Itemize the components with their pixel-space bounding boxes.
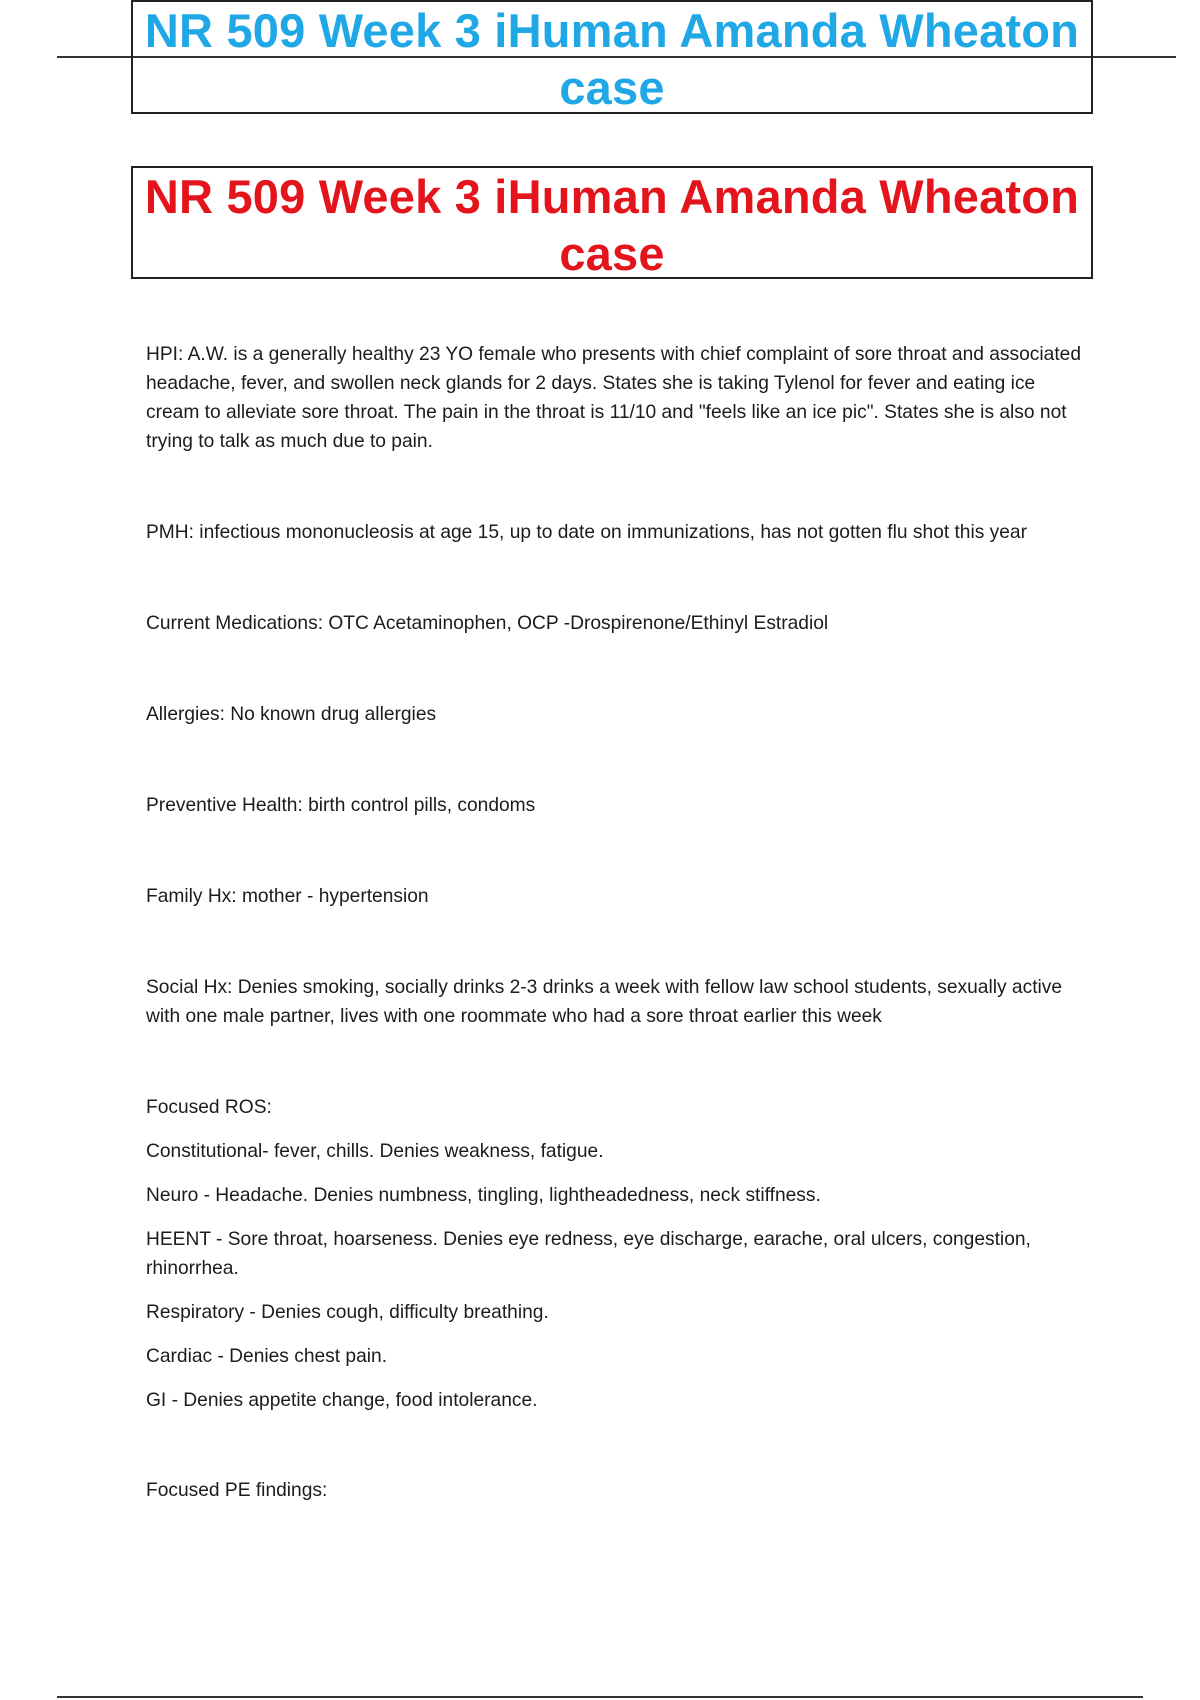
ros-heading: Focused ROS:	[146, 1097, 272, 1118]
ros-item-neuro: Neuro - Headache. Denies numbness, tingling, lightheadedness, neck stiffness.	[146, 1185, 821, 1206]
document-title-main: NR 509 Week 3 iHuman Amanda Wheaton case	[131, 166, 1093, 279]
allergies-paragraph: Allergies: No known drug allergies	[146, 704, 437, 725]
preventive-health-paragraph: Preventive Health: birth control pills, condoms	[146, 795, 536, 816]
ros-item-constitutional: Constitutional- fever, chills. Denies weakness, fatigue.	[146, 1141, 604, 1162]
pmh-paragraph: PMH: infectious mononucleosis at age 15, up to date on immunizations, has not gotten flu shot this year	[146, 522, 1027, 543]
ros-item-heent: HEENT - Sore throat, hoarseness. Denies eye redness, eye discharge, earache, oral ulcers, congestion, rhinorrhea.	[146, 1229, 1031, 1279]
ros-item-cardiac: Cardiac - Denies chest pain.	[146, 1346, 388, 1367]
pe-heading: Focused PE findings:	[146, 1480, 328, 1501]
footer-rule	[57, 1696, 1143, 1698]
ros-item-gi: GI - Denies appetite change, food intolerance.	[146, 1390, 538, 1411]
medications-paragraph: Current Medications: OTC Acetaminophen, OCP -Drospirenone/Ethinyl Estradiol	[146, 613, 829, 634]
family-history-paragraph: Family Hx: mother - hypertension	[146, 886, 429, 907]
document-body	[146, 340, 1086, 1505]
social-history-paragraph: Social Hx: Denies smoking, socially drinks 2-3 drinks a week with fellow law school students, sexually active with one male partner, lives with one roommate who had a sore throat earlier this week	[146, 977, 1063, 1027]
document-title-top: NR 509 Week 3 iHuman Amanda Wheaton case	[131, 0, 1093, 114]
ros-item-respiratory: Respiratory - Denies cough, difficulty breathing.	[146, 1302, 549, 1323]
hpi-paragraph: HPI: A.W. is a generally healthy 23 YO female who presents with chief complaint of sore throat and associated headache, fever, and swollen neck glands for 2 days. States she is taking Tylenol for fever and eating ice cream to alleviate sore throat. The pain in the throat is 11/10 and "feels like an ice pic". States she is also not trying to talk as much due to pain.	[146, 344, 1081, 452]
